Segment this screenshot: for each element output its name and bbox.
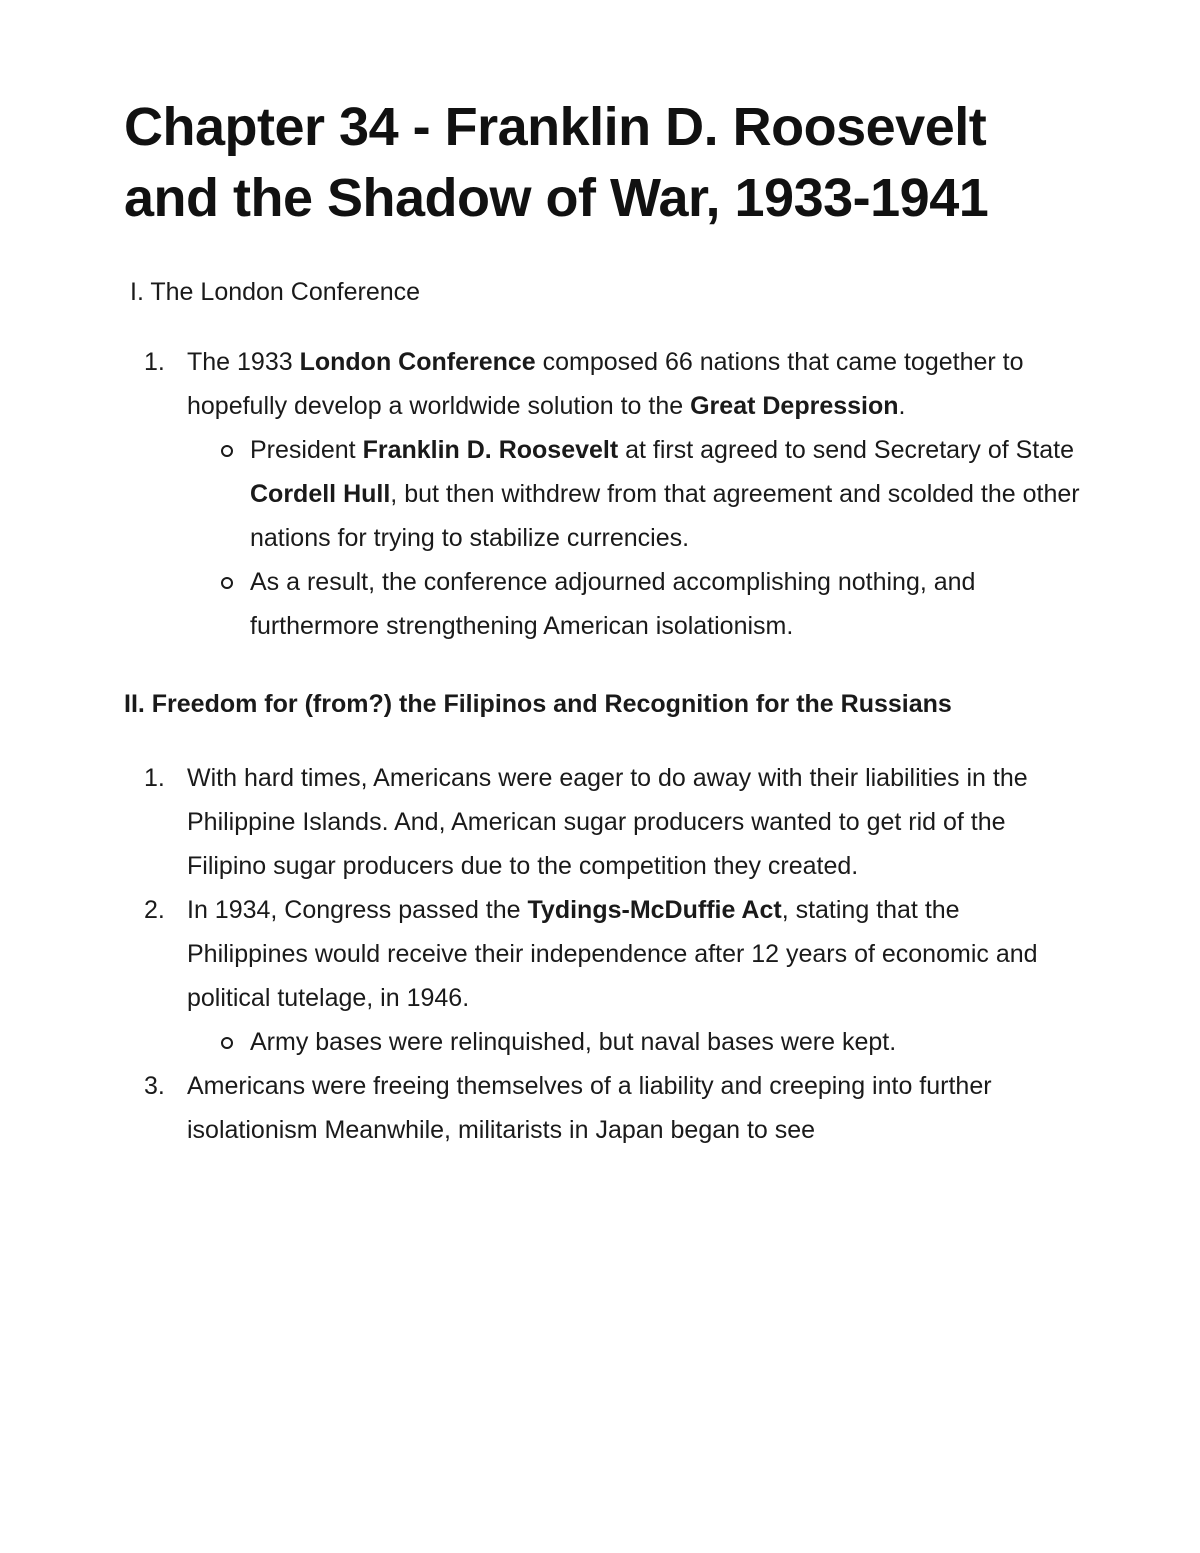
sub-list [187,1020,1084,1064]
hollow-bullet-icon [221,445,233,457]
list-text: , stating that the Philippines would receive their independence after 12 years of economic and political tutelage, in 1946. [187,896,1038,1012]
list-number: 3. [144,1072,165,1100]
bold-term: Franklin D. Roosevelt [362,436,619,464]
list-text: The 1933 [187,348,300,376]
section-heading-filipinos-russians: II. Freedom for (from?) the Filipinos and Recognition for the Russians [124,690,952,718]
list-text: Army bases were relinquished, but naval bases were kept. [250,1028,897,1056]
hollow-bullet-icon [221,1037,233,1049]
list-text: at first agreed to send Secretary of State [618,436,1074,464]
section2-list [124,756,1084,1152]
bold-term: Great Depression [690,392,899,420]
list-item [124,1064,1084,1152]
list-text: In 1934, Congress passed the [187,896,528,924]
page-title: Chapter 34 - Franklin D. Roosevelt and the Shadow of War, 1933-1941 [124,97,989,228]
list-number: 2. [144,896,165,924]
list-text: composed 66 nations that came together to hopefully develop a worldwide solution to the [187,348,1024,420]
section-heading-london-conference: I. The London Conference [130,278,421,306]
list-number: 1. [144,764,165,792]
list-text: With hard times, Americans were eager to do away with their liabilities in the Philippine Islands. And, American sugar producers wanted to get rid of the Filipino sugar producers due to the competition they created. [187,764,1028,880]
sub-list-item [187,1020,1084,1064]
bold-term: Cordell Hull [250,480,391,508]
list-text: . [898,392,906,420]
bold-term: Tydings-McDuffie Act [527,896,782,924]
sub-list-item [187,560,1084,648]
document-page [124,92,1084,1152]
list-item [124,888,1084,1064]
list-text: Americans were freeing themselves of a liability and creeping into further isolationism Meanwhile, militarists in Japan began to see [187,1072,992,1144]
hollow-bullet-icon [221,577,233,589]
list-text: As a result, the conference adjourned accomplishing nothing, and furthermore strengthening American isolationism. [250,568,976,640]
list-text: President [250,436,363,464]
section1-list [124,340,1084,648]
list-text: , but then withdrew from that agreement and scolded the other nations for trying to stabilize currencies. [250,480,1080,552]
list-number: 1. [144,348,165,376]
list-item [124,756,1084,888]
bold-term: London Conference [299,348,536,376]
list-item [124,340,1084,648]
sub-list [187,428,1084,648]
sub-list-item [187,428,1084,560]
